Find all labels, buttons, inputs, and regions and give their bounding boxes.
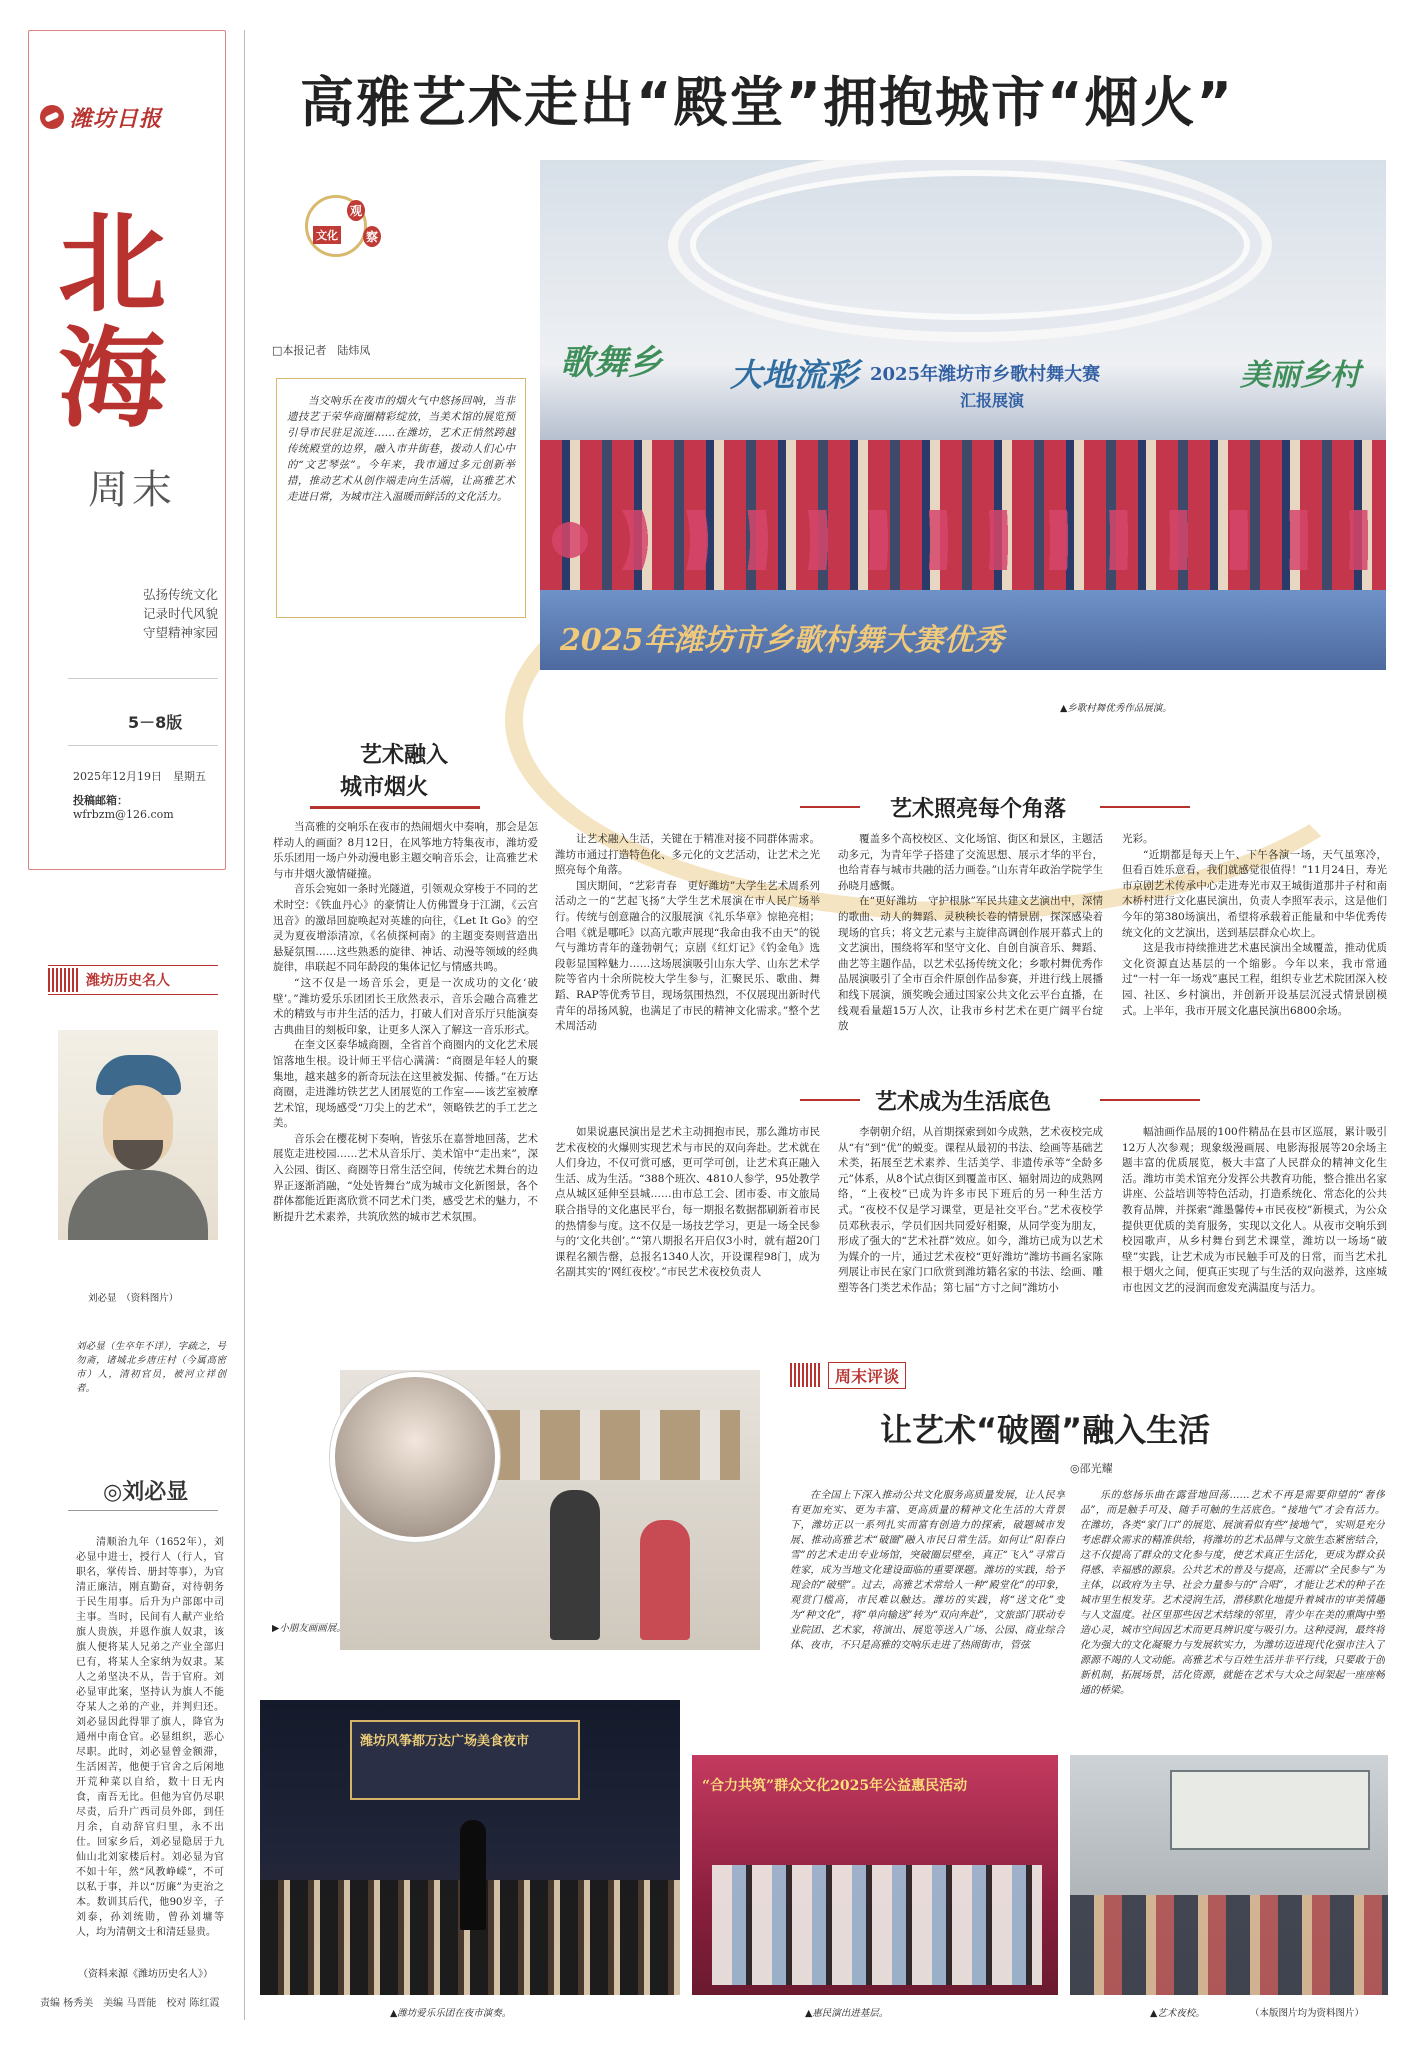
figure-name-underline [68, 1510, 218, 1511]
intro-box [276, 378, 526, 618]
photo-note: （本版图片均为资料图片） [1250, 2008, 1365, 2019]
history-tag-text: 潍坊历史名人 [86, 973, 170, 989]
section1-body [273, 820, 538, 1360]
section3-col2: 李朝朝介绍，从首期探索到如今成熟，艺术夜校完成从“有”到“优”的蜕变。课程从最初的书法、绘画等基础艺术类，拓展至艺术素养、生活美学、非遗传承等“全龄多元”体系，从8个试点街区到覆盖市区、辐射周边的成熟网络，“上夜校”已成为许多市民下班后的另一种生活方式。“夜校不仅是学习课堂，更是社交平台。”艺术夜校学员邓秋表示，学员们因共同爱好相聚，从同学变为朋友，形成了强大的“艺术社群”效应。如今，潍坊已成为以艺术为媒介的一片，通过艺术夜校“更好潍坊”潍坊书画名家陈列展让市民在家门口欣赏到潍坊籍名家的书法、绘画、雕塑等各门类艺术作品；第七届“方寸之间”潍坊小 [838, 1126, 1103, 1294]
s1-p2: 音乐会宛如一条时光隧道，引领观众穿梭于不同的艺术时空：《铁血丹心》的豪情让人仿佛置身于江湖，《云宫迅音》的激昂回旋唤起对英雄的向往，《Let It Go》的空灵为夏夜增添清凉，《名侦探柯南》的主题变奏则营造出悬疑氛围……这些熟悉的旋律、神话、动漫等领域的经典旋律，串联起不同年龄段的集体记忆与情感共鸣。 [273, 883, 538, 974]
s1-p5: 音乐会在樱花树下奏响，皆弦乐在嘉誉地回荡，艺术展览走进校园……艺术从音乐厅、美术馆中“走出来”，深入公园、街区、商圈等日常生活空间，传统艺术舞台的边界正逐渐消融，“处处皆舞台”成为城市文化新图景，各个群体都能近距离欣赏不同艺术门类，感受艺术的魅力，不断提升艺术素养，共筑欣然的城市艺术氛围。 [273, 1132, 538, 1223]
figure-source: （资料来源《潍坊历史名人》） [78, 1969, 213, 1980]
section2-header [800, 792, 1190, 822]
s2-line-right [1100, 806, 1190, 808]
commentary-tag [790, 1360, 940, 1390]
supplement-title-1: 北 [58, 201, 167, 327]
orchestra-caption: ▲潍坊爱乐乐团在夜市演奏。 [390, 2008, 512, 2019]
s1-p4: 在奎文区泰华城商圈，全省首个商圈内的文化艺术展馆落地生根。设计师王平信心满满：“商圈是年轻人的聚集地，越来越多的新奇玩法在这里被发掘、传播。”在万达商圈，走进潍坊铁艺艺人团展览的工作室——该艺室被摩艺术馆，现场感受“刀尖上的艺术”，领略铁艺的手工艺之美。 [273, 1039, 538, 1130]
badge-left: 文化 [313, 226, 341, 244]
supplement-title-2: 海 [58, 316, 167, 442]
section2-col4 [1122, 832, 1387, 1112]
s2-line-left [800, 806, 860, 808]
banner-1: 歌舞乡 [560, 343, 662, 383]
banner-4: 汇报展演 [960, 391, 1025, 410]
section3-col3: 幅油画作品展的100件精品在县市区巡展，累计吸引12万人次参观；现象级漫画展、电影海报展等20余场主题丰富的优质展览，极大丰富了人民群众的精神文化生活。潍坊市美术馆充分发挥公共教育功能，整合推出名家讲座、公益培训等特色活动，打造系统化、常态化的公共教育品牌，并探索“潍墨馨传+市民夜校”新模式，为公众提供更优质的美育服务，实现以文化人。从夜市交响乐到校园歌声，从乡村舞台到艺术课堂，潍坊以一场场“破壁”实践，让艺术成为市民触手可及的日常，而当艺术扎根于烟火之间，便真正实现了与生活的双向滋养，这座城市也因文艺的浸润而愈发充满温度与活力。 [1122, 1126, 1387, 1294]
s1-p1: 当高雅的交响乐在夜市的热闹烟火中奏响，那会是怎样动人的画面？8月12日，在风筝地方特集夜市，潍坊爱乐乐团用一场户外动漫电影主题交响音乐会，让高雅艺术与市井烟火激情碰撞。 [273, 821, 538, 880]
pages-label: 5－8版 [128, 713, 183, 732]
divider-2 [68, 745, 218, 746]
sidebar-divider [244, 30, 245, 2020]
s2-c3-p1: 覆盖多个高校校区、文化场馆、街区和景区，主题活动多元，为青年学子搭建了交流思想、展示才华的平台，也给青春与城市共融的活力画卷。”山东青年政治学院学生孙晓月感慨。 [838, 833, 1103, 892]
wall-paintings [480, 1410, 740, 1480]
badge-right: 察 [363, 226, 381, 247]
section3-title: 艺术成为生活底色 [875, 1090, 1052, 1115]
main-photo-caption: ▲乡歌村舞优秀作品展演。 [1060, 703, 1172, 714]
kids-caption: ▶小朋友画画展。 [272, 1623, 346, 1634]
newspaper-name: 潍坊日报 [70, 106, 163, 132]
figure-name: ◎刘必显 [103, 1480, 189, 1505]
classroom-students [1070, 1895, 1388, 1995]
intro-text: 当交响乐在夜市的烟火气中悠扬回响，当非遗技艺于荣华商圈精彩绽放，当美术馆的展览预引导市民驻足流连……在潍坊，艺术正悄然跨越传统殿堂的边界，融入市井街巷，拨动人们心中的“文艺琴弦”。今年来，我市通过多元创新举措，推动艺术从创作端走向生活端，让高雅艺术走进日常，为城市注入温暖而鲜活的文化活力。 [287, 395, 515, 503]
email-address: wfrbzm@126.com [73, 808, 174, 821]
portrait-caption: 刘必显 （资料图片） [88, 1293, 179, 1304]
child-2 [640, 1520, 690, 1640]
s2-c3-p2: 在“更好潍坊 守护根脉”军民共建文艺演出中，深情的歌曲、动人的舞蹈、灵秧秧长卷的情景剧，探深感染着现场的官兵；将文艺元素与主旋律高调创作展开慕式上的文艺演出，围绕将军和坚守文化、自创自演音乐、舞蹈、曲艺等主题作品，以艺术弘扬传统文化；乡歌村舞优秀作品展演吸引了全市百余件原创作品参赛，并进行线上展播和线下展演，颁奖晚会通过国家公共文化云平台直播，在线观看量超15万人次，让我市乡村艺术在更广阔平台绽放 [838, 895, 1103, 1033]
s2-c4-p1: 光彩。 [1122, 833, 1154, 845]
bio-note: 刘必显（生卒年不详），字疏之，号勿斋，诸城北乡唐庄村（今属高密市）人，清初官员，被河立祥创者。 [76, 1341, 226, 1394]
tag-pattern-icon [48, 968, 78, 992]
classroom-photo [1070, 1755, 1388, 1995]
portrait-robe [68, 1170, 208, 1240]
section1-title-line1: 艺术融入 [360, 743, 449, 768]
commentary-author: ◎邵光耀 [1070, 1462, 1113, 1475]
section2-col3 [838, 832, 1103, 1112]
stage2-banner: “合力共筑”群众文化2025年公益惠民活动 [702, 1778, 968, 1794]
stage-text: 2025年潍坊市乡歌村舞大赛优秀 [560, 623, 1004, 658]
section1-title-line2: 城市烟火 [340, 775, 429, 800]
c2-p2: 国庆期间，“艺彩青春 更好潍坊”大学生艺术周系列活动之一的“艺起飞扬”大学生艺术展演在市人民广场举行。传统与创意融合的汉服展演《礼乐华章》惊艳亮相；合唱《就是哪吒》以高亢歌声展现“我命由我不由天”的锐气与潍坊青年的蓬勃朝气；京剧《红灯记》《钓金龟》选段彰显国粹魅力……这场展演吸引山东大学、山东艺术学院等省内十余所院校大学生参与，汇聚民乐、歌曲、舞蹈、RAP等优秀节目，现场氛围热烈，不仅展现出新时代青年的昂扬风貌，也满足了市民的精神文化需求。”整个艺术周活动 [555, 879, 820, 1033]
stage2-photo [692, 1755, 1058, 1995]
commentary-title: 让艺术“破圈”融入生活 [880, 1411, 1211, 1449]
s2-c4-p2: “近期都是每天上午、下午各演一场，天气虽寒冷，但看百姓乐意看，我们就感觉很值得！”11月24日，寿光市京剧艺术传承中心走进寿光市双王城街道那井子村和南木桥村进行文化惠民演出，负责人李照军表示，这是他们今年的第380场演出，希望将承载着正能量和中华优秀传统文化的文艺演出，送到基层群众心坎上。 [1122, 848, 1387, 939]
banner-2: 大地流彩 [730, 356, 859, 394]
stage2-caption: ▲惠民演出进基层。 [805, 2008, 889, 2019]
badge-top: 观 [347, 200, 365, 221]
email-label: 投稿邮箱： [73, 794, 128, 807]
banner-3: 2025年潍坊市乡歌村舞大赛 [870, 364, 1101, 385]
section2-title: 艺术照亮每个角落 [890, 797, 1067, 822]
conductor [460, 1820, 486, 1930]
motto-1: 弘扬传统文化 [142, 587, 218, 602]
classroom-caption: ▲艺术夜校。 [1150, 2008, 1205, 2019]
section3-header [800, 1085, 1200, 1115]
sidebar [28, 30, 226, 2020]
stage2-singers [712, 1865, 1042, 1985]
mottos [108, 585, 218, 642]
banner-5: 美丽乡村 [1240, 358, 1360, 393]
column-badge [305, 190, 395, 260]
s3-line-left [800, 1099, 860, 1101]
fan-row [540, 510, 1386, 570]
s3-line-right [1100, 1099, 1200, 1101]
divider-1 [68, 678, 218, 679]
masthead-frame [28, 30, 226, 870]
stage-lights [690, 170, 1250, 320]
orchestra-sign: 潍坊风筝都万达广场美食夜市 [360, 1734, 530, 1749]
main-photo [540, 160, 1386, 670]
commentary-pattern-icon [790, 1363, 820, 1387]
portrait-beard [113, 1140, 163, 1170]
kids-inset [330, 1372, 500, 1542]
section1-title-rule [310, 806, 480, 809]
motto-3: 守望精神家园 [142, 625, 218, 640]
footer-credits: 责编 杨秀美 美编 马晋能 校对 陈红霞 [40, 1998, 220, 2009]
s1-p3: “这不仅是一场音乐会，更是一次成功的文化‘破壁’。”潍坊爱乐乐团团长王欣然表示，音乐会融合高雅艺术的精致与市井生活的活力，打破人们对音乐厅只能演奏古典曲目的刻板印象，让更多人深入了解这一音乐形式。 [273, 976, 538, 1036]
commentary-tag-text: 周末评谈 [828, 1362, 906, 1389]
portrait [58, 1030, 218, 1240]
section3-col1: 如果说惠民演出是艺术主动拥抱市民，那么潍坊市民艺术夜校的火爆则实现艺术与市民的双向奔赴。艺术就在人们身边，不仅可赏可感，更可学可创，让艺术真正融入生活、成为生活。“388个班次、4810人参学，95处教学点从城区延伸至县城……由市总工会、团市委、市文旅局联合指导的文化惠民平台，每一期报名数据都刷新着市民的热情参与度。这不仅是一场技艺学习，更是一场全民参与的‘文化共创’。”“第八期报名开启仅3小时，就有超20门课程名额告罄，总报名1340人次，开设课程98门，成为名副其实的‘网红夜校’。”市民艺术夜校负责人 [555, 1126, 820, 1279]
c2-p1: 让艺术融入生活，关键在于精准对接不同群体需求。潍坊市通过打造特色化、多元化的文艺活动，让艺术之光照亮每个角落。 [555, 833, 820, 877]
history-tag [48, 965, 218, 995]
commentary-col2: 乐的悠扬乐曲在露营地回荡……艺术不再是需要仰望的“奢侈品”，而是触手可及、随手可触的生活底色。“接地气”才会有活力。在潍坊，各类“家门口”的展览、展演看似有些“接地气”，实则是充分考虑群众需求的精准供给，将潍坊的艺术品牌与文旅生态紧密结合，这不仅提高了群众的文化参与度，使艺术真正生活化，更成为群众获得感、幸福感的源泉。公共艺术的普及与提高，还需以“全民参与”为主体，以政府为主导、社会力量参与的“合唱”，才能让艺术的种子在城市里生根发芽。艺术浸润生活，潜移默化地提升着城市的审美情趣与人文温度。社区里那些因艺术结缘的邻里，青少年在美的熏陶中塑造心灵，城市空间因艺术而更具辨识度与吸引力。这种浸润，最终将化为强大的文化凝聚力与发展软实力，为潍坊迈进现代化强市注入了源源不竭的人文动能。高雅艺术与百姓生活并非平行线，只要敢于创新机制，拓展场景，活化资源，就能在艺术与大众之间架起一座座畅通的桥梁。 [1080, 1490, 1385, 1696]
commentary-col1: 在全国上下深入推动公共文化服务高质量发展，让人民享有更加充实、更为丰富、更高质量的精神文化生活的大背景下，潍坊正以一系列扎实而富有创造力的探索，破题城市发展、推动高雅艺术“破圈”融入市民日常生活。如何让“阳春白雪”的艺术走出专业场馆，突破圈层壁垒，真正“飞入”寻常百姓家，成为当地文化建设面临的重要课题。潍坊的实践，给予现会的“破壁”。过去，高雅艺术常给人一种“殿堂化”的印象，观赏门槛高，市民难以触达。潍坊的实践，将“送文化”变为“种文化”，将“单向输送”转为“双向奔赴”，文旅部门联动专业院团、艺术家，将演出、展览等送入广场、公园、商业综合体、夜市，不只是高雅的交响乐走进了热闹街市，管弦 [790, 1490, 1065, 1651]
column2-body [555, 832, 820, 1112]
edition-label: 周末 [88, 467, 176, 513]
submit-email [73, 792, 226, 821]
headline: 高雅艺术走出“殿堂”拥抱城市“烟火” [300, 71, 1234, 134]
section1-title [300, 738, 490, 808]
classroom-board [1170, 1770, 1370, 1850]
motto-2: 记录时代风貌 [142, 606, 218, 621]
byline: □本报记者 陆炜凤 [272, 344, 371, 357]
orchestra-photo [260, 1700, 680, 1995]
issue-date: 2025年12月19日 星期五 [73, 770, 206, 783]
figure-body: 清顺治九年（1652年），刘必显中进士，授行人（行人，官职名，掌传旨、册封等事），为官清正廉洁，刚直勤奋，对待朝务于民生用事。后升为户部郎中司主事。当时，民间有人献产业给旗人贵族，并恩作旗人奴隶，该旗人便将某人兄弟之产业全部归已有，将某人全家纳为奴隶。某人之弟坚决不从，告于官府。刘必显审此案，坚持认为旗人不能夺某人之弟的产业，并判归还。刘必显因此得罪了旗人，降官为通州中南仓官。必显组织，恶心尽职。此时，刘必显曾金额滞，生活困苦，他便于官舍之后闲地开荒种菜以自给，数十日无内食，南吾无比。但他为官仍尽职尽责，后升广西司员外郎，到任月余，自动辞官归里，永不出仕。回家乡后，刘必显隐居于九仙山北刘家楼后村。刘必显为官不如十年，然“风教峥嵘”，不可以私于事，并以“厉廉”为吏治之本。数训其后代，他90岁辛，子刘泰，孙刘统勋，曾孙刘墉等人，均为清朝文士和清廷显贵。 [76, 1537, 224, 1938]
s2-c4-p3: 这是我市持续推进艺术惠民演出全域覆盖，推动优质文化资源直达基层的一个缩影。今年以来，我市常通过“一村一年一场戏”惠民工程，组织专业艺术院团深入校园、社区、乡村演出，并创新开设基层沉浸式情景剧模式。上半年，我市开展文化惠民演出6800余场。 [1122, 942, 1387, 1017]
child-1 [550, 1490, 600, 1640]
